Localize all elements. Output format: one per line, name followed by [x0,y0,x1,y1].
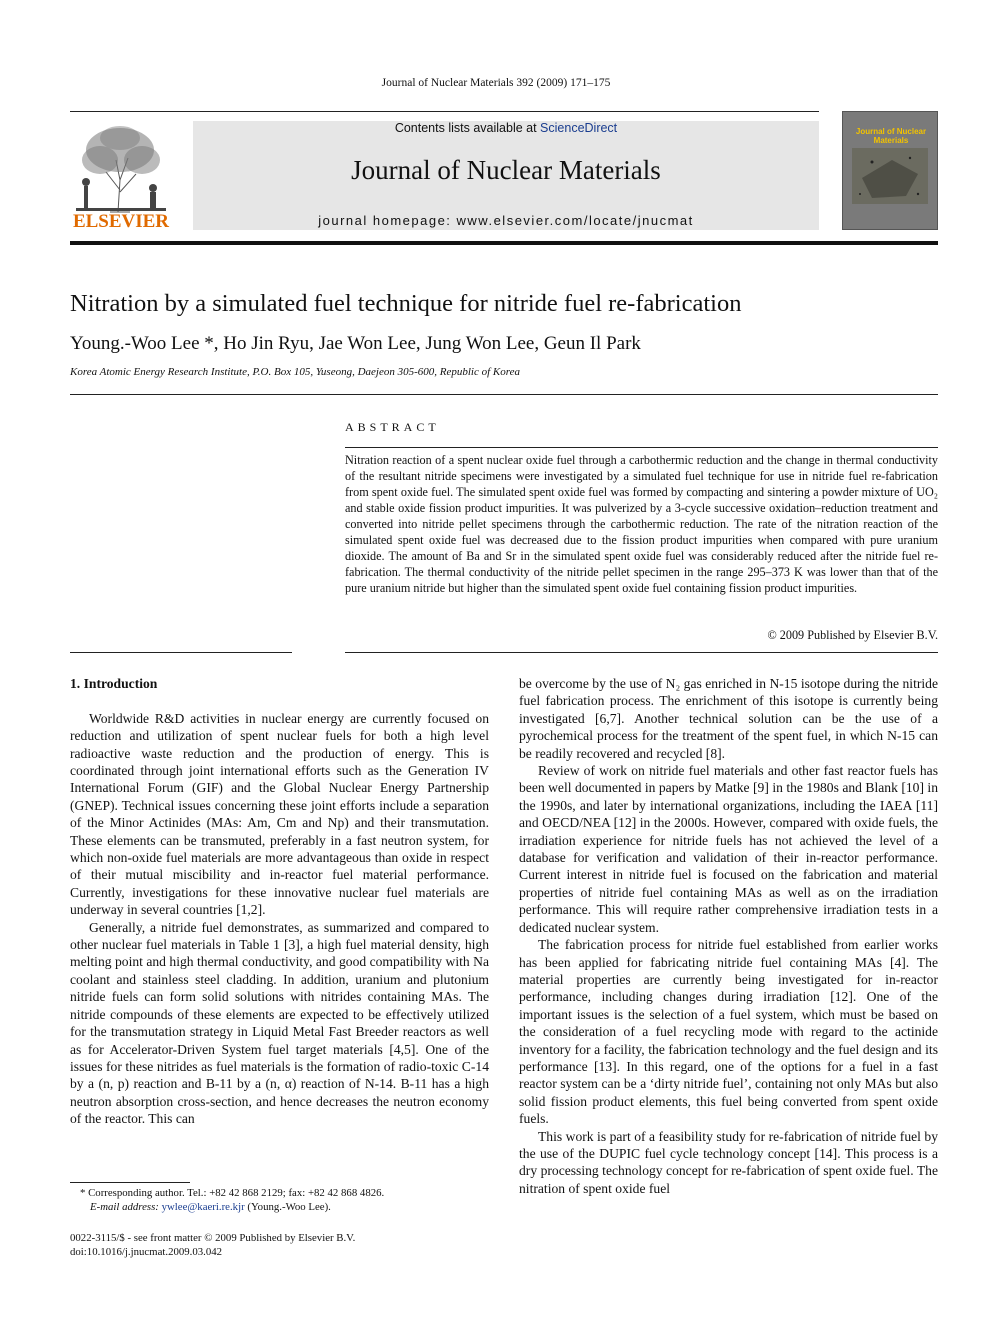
article-title: Nitration by a simulated fuel technique for nitride fuel re-fabrication [70,290,742,317]
journal-cover-image [852,148,928,204]
authors-rule [70,394,938,395]
running-head: Journal of Nuclear Materials 392 (2009) 171–175 [381,77,611,89]
doi-line[interactable]: doi:10.1016/j.jnucmat.2009.03.042 [70,1246,223,1258]
contents-line [193,121,819,135]
header-bottom-rule [70,241,938,245]
elsevier-wordmark: ELSEVIER [72,211,170,232]
footnote-rule [70,1182,190,1183]
article-info-rule [70,652,292,653]
journal-cover-title: Journal of Nuclear Materials [855,127,927,145]
sciencedirect-link[interactable]: ScienceDirect [540,121,618,135]
journal-title: Journal of Nuclear Materials [351,155,661,185]
email-link[interactable]: ywlee@kaeri.re.kjr [161,1201,245,1213]
paragraph: Generally, a nitride fuel demonstrates, as summarized and compared to other nuclear fuel materials in Table 1 [3], a high fuel material density, high melting point and high thermal conductivity, and good compatibility with Na coolant and stainless steel cladding. In addition, uranium and plutonium nitride fuels can form solid solutions with nitrides containing MAs. The nitride compounds of these elements are expected to be effectively utilized for the transmutation strategy in Liquid Metal Fast Breeder reactors as well as for Accelerator-Driven System fuel target materials [4,5]. One of the issues for these nitrides as fuel materials is the formation of radio-toxic C-14 by a (n, p) reaction and B-11 by a (n, α) reaction of N-14. B-11 has a high neutron absorption cross-section, and hence decreases the neutron economy of the reactor. This can [70,919,489,1127]
journal-homepage-link[interactable]: journal homepage: www.elsevier.com/locate/jnucmat [318,213,694,228]
header-top-rule [70,111,819,112]
body-column-right [519,675,938,1197]
paragraph: Review of work on nitride fuel materials and other fast reactor fuels has been well documented in papers by Matke [9] in the 1980s and Blank [10] in the 1990s, and later by international organizations, including the IAEA [11] and OECD/NEA [12] in the 2000s. However, compared with oxide fuels, the irradiation experience for nitride fuels has not achieved the level of a database for verification and validation of their in-reactor performance. Current interest in nitride fuel is focused on the fabrication and material properties of nitride fuel containing MAs as well as on the irradiation performance. This will require rather comprehensive irradiation tests in a dedicated nuclear system. [519,763,938,935]
abstract-text: Nitration reaction of a spent nuclear oxide fuel through a carbothermic reduction and the change in thermal conductivity of the resultant nitride specimens were investigated by a simulated fuel technique for use in nitride fuel re-fabrication from spent oxide fuel. The simulated spent oxide fuel was formed by compacting and sintering a powder mixture of UO₂ and stable oxide fission product impurities. It was pulverized by a 3-cycle successive oxidation–reduction treatment and converted into nitride pellet specimens through the carbothermic reduction. The rate of the nitration reaction of the simulated spent oxide fuel was decreased due to the fission product impurities when compared with pure uranium dioxide. The amount of Ba and Sr in the simulated spent oxide fuel was considerably reduced after the nitride fuel re-fabrication. The thermal conductivity of the nitride pellet specimen in the range 295–373 K was lower than that of the pure uranium nitride but higher than the simulated spent oxide fuel containing fission product impurities. [345,453,938,595]
email-suffix: (Young.-Woo Lee). [244,1201,331,1213]
email-label: E-mail address: [90,1201,162,1213]
issn-line: 0022-3115/$ - see front matter © 2009 Published by Elsevier B.V. [70,1232,356,1244]
paragraph: The fabrication process for nitride fuel established from earlier works has been applied for fabricating nitride fuel containing MAs [4]. The material properties are currently being investigated for in-reactor performance, including changes during irradiation [12]. One of the important issues is the selection of a fuel system, which must be based on the consideration of a fuel recycling mode with regard to the actinide inventory for a facility, the fabrication technology and the fuel design and its performance [13]. In this regard, one of the options for a fuel in a fast reactor system can be a ‘dirty nitride fuel’, containing not only MAs but also solid fission product elements, this fuel being converted from spent oxide fuels. [519,937,938,1127]
footnote-contact: * Corresponding author. Tel.: +82 42 868 2129; fax: +82 42 868 4826. [80,1187,385,1199]
affiliation: Korea Atomic Energy Research Institute, P.O. Box 105, Yuseong, Daejeon 305-600, Republic of Korea [70,366,521,378]
abstract-heading: ABSTRACT [345,420,440,434]
footnote-email-line [70,1200,490,1214]
author-list: Young.-Woo Lee *, Ho Jin Ryu, Jae Won Lee, Jung Won Lee, Geun Il Park [70,333,641,354]
paragraph: This work is part of a feasibility study for re-fabrication of nitride fuel by the use of the DUPIC fuel cycle technology concept [14]. This process is a dry processing technology concept for re-fabrication of spent oxide fuel. The nitration of spent oxide fuel [519,1128,938,1196]
abstract-bottom-rule [345,652,938,653]
publication-info [70,1231,490,1259]
section-heading: 1. Introduction [70,676,158,691]
paragraph: Worldwide R&D activities in nuclear energy are currently focused on reduction and utilization of spent nuclear fuels for both a high level radioactive waste reduction and the production of energy. This is coordinated through joint international efforts such as the Generation IV International Forum (GIF) and the Global Nuclear Energy Partnership (GNEP). Technical issues concerning these joint efforts include a separation of the Minor Actinides (MAs: Am, Cm and Np) and their transmutation. These elements can be transmuted, preferably in a fast neutron system, for which non-oxide fuel materials are more advantageous than oxide in respect of their mutual miscibility and in-reactor fuel material performance. Currently, investigations for these innovative nuclear fuel materials are underway in several countries [1,2]. [70,710,489,918]
abstract-top-rule [345,447,938,448]
contents-prefix: Contents lists available at [394,121,541,135]
corresponding-author-footnote [70,1186,490,1214]
body-column-left [70,675,489,1128]
paragraph: be overcome by the use of N₂ gas enriched in N-15 isotope during the nitride fuel fabrication process. The enrichment of this isotope is currently being investigated [6,7]. Another technical solution can be the use of a pyrochemical process for the treatment of the spent fuel, in which N-15 can be readily recovered and recycled [8]. [519,676,938,761]
abstract-copyright: © 2009 Published by Elsevier B.V. [767,628,938,642]
